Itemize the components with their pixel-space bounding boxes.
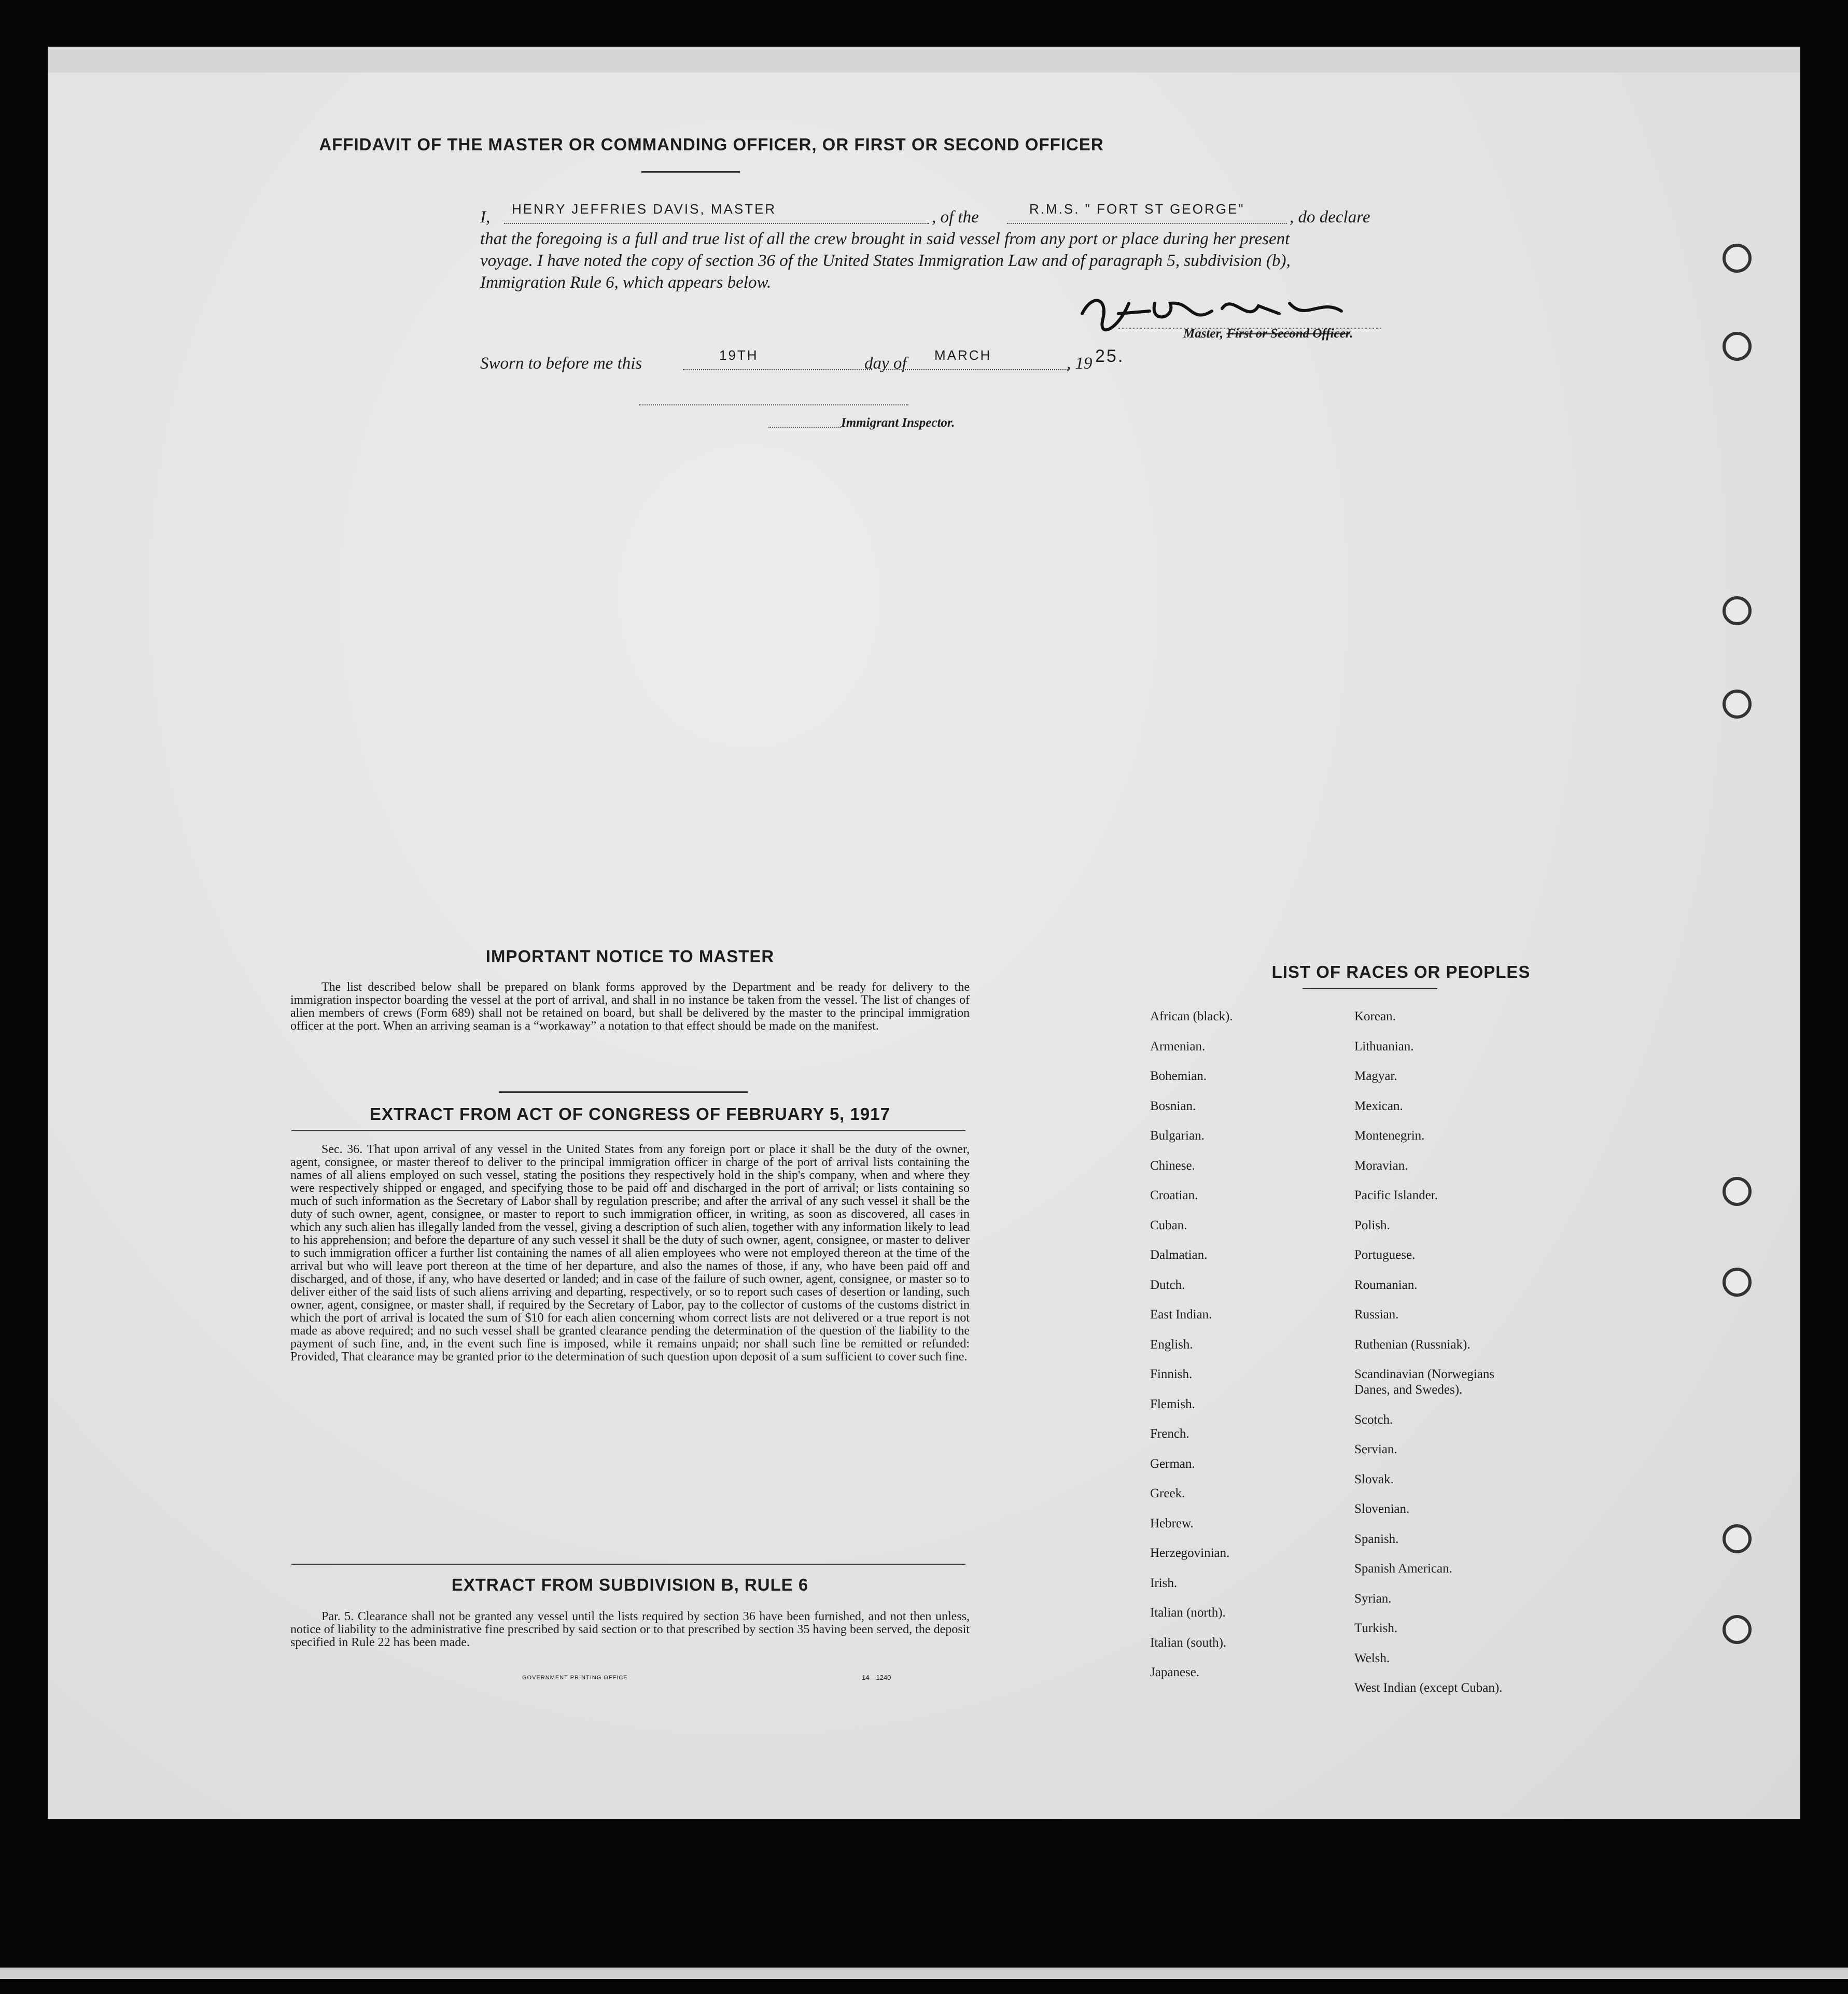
struck-officer-title: First or Second Officer xyxy=(1226,327,1350,341)
sworn-day-field: 19TH xyxy=(719,347,759,363)
binder-ring xyxy=(1723,244,1752,273)
notice-rule xyxy=(499,1091,748,1093)
race-item: German. xyxy=(1150,1456,1195,1471)
race-item: Hebrew. xyxy=(1150,1516,1194,1530)
race-item: Pacific Islander. xyxy=(1354,1188,1438,1202)
document-sheet xyxy=(48,73,1800,1819)
race-item: Magyar. xyxy=(1354,1069,1397,1083)
race-item: Spanish American. xyxy=(1354,1562,1452,1576)
race-item: Greek. xyxy=(1150,1486,1185,1500)
race-item: Bosnian. xyxy=(1150,1099,1196,1113)
race-item: East Indian. xyxy=(1150,1308,1212,1322)
of-the-text: , of the xyxy=(932,208,979,227)
sworn-prefix: Sworn to before me this xyxy=(480,354,642,373)
day-of-text: day of xyxy=(864,354,907,373)
race-item: Syrian. xyxy=(1354,1591,1392,1606)
race-item: Finnish. xyxy=(1150,1367,1193,1381)
race-item: Italian (north). xyxy=(1150,1606,1226,1620)
binder-ring xyxy=(1723,332,1752,361)
form-number: 14—1240 xyxy=(862,1674,891,1681)
race-item: Lithuanian. xyxy=(1354,1039,1414,1054)
race-item: Servian. xyxy=(1354,1442,1397,1456)
vessel-name-field: R.M.S. " FORT ST GEORGE" xyxy=(1029,201,1245,217)
race-item: West Indian (except Cuban). xyxy=(1354,1681,1503,1695)
inspector-caption: Immigrant Inspector. xyxy=(841,416,955,430)
binder-ring xyxy=(1723,1177,1752,1206)
affidavit-line-2: that the foregoing is a full and true list of all the crew brought in said vessel from any port or place during her present xyxy=(480,230,1290,248)
race-item: Ruthenian (Russniak). xyxy=(1354,1337,1471,1352)
printer-imprint: GOVERNMENT PRINTING OFFICE xyxy=(522,1675,628,1681)
do-declare-text: , do declare xyxy=(1290,208,1370,227)
binder-ring xyxy=(1723,1615,1752,1644)
master-name-underline xyxy=(504,223,929,224)
race-item: Herzegovinian. xyxy=(1150,1546,1230,1560)
master-name-field: HENRY JEFFRIES DAVIS, MASTER xyxy=(512,201,777,217)
race-item: Slovenian. xyxy=(1354,1502,1410,1516)
race-item: Mexican. xyxy=(1354,1099,1403,1113)
race-item: Danes, and Swedes). xyxy=(1354,1383,1463,1397)
binder-ring xyxy=(1723,690,1752,719)
race-item: English. xyxy=(1150,1337,1193,1352)
affidavit-line-1 xyxy=(480,206,490,228)
rule-title: EXTRACT FROM SUBDIVISION B, RULE 6 xyxy=(451,1575,809,1594)
notice-body: The list described below shall be prepared on blank forms approved by the Department and be ready for delivery to the immigration inspector boarding the vessel at the port of arrival, and shall in no instance be taken from the vessel. The list of changes of alien members of crews (Form 689) shall not be retained on board, but shall be delivered by the master to the principal immigration officer at the port. When an arriving seaman is a “workaway” a notation to that effect should be made on the manifest. xyxy=(290,980,970,1033)
race-item: Bohemian. xyxy=(1150,1069,1207,1083)
races-title-rule xyxy=(1303,988,1437,989)
races-title: LIST OF RACES OR PEOPLES xyxy=(1271,962,1531,981)
inspector-line-1 xyxy=(639,404,908,405)
race-item: Irish. xyxy=(1150,1576,1178,1590)
act-title: EXTRACT FROM ACT OF CONGRESS OF FEBRUARY 5, 1917 xyxy=(370,1104,890,1124)
race-item: Spanish. xyxy=(1354,1532,1399,1546)
race-item: Flemish. xyxy=(1150,1397,1195,1411)
race-item: Dalmatian. xyxy=(1150,1248,1208,1262)
act-title-rule xyxy=(291,1130,965,1131)
race-item: Turkish. xyxy=(1354,1621,1398,1635)
race-item: Chinese. xyxy=(1150,1158,1195,1173)
title-rule xyxy=(641,171,740,173)
race-item: Roumanian. xyxy=(1354,1277,1418,1292)
binder-ring xyxy=(1723,1268,1752,1297)
race-item: Korean. xyxy=(1354,1009,1396,1023)
race-item: Cuban. xyxy=(1150,1218,1187,1232)
signature-caption: Master, First or Second Officer. xyxy=(1183,327,1353,341)
affidavit-title: AFFIDAVIT OF THE MASTER OR COMMANDING OFFICER, OR FIRST OR SECOND OFFICER xyxy=(319,135,1104,154)
race-item: Armenian. xyxy=(1150,1039,1206,1054)
affidavit-line-4: Immigration Rule 6, which appears below. xyxy=(480,273,772,292)
race-item: African (black). xyxy=(1150,1009,1233,1023)
notice-title: IMPORTANT NOTICE TO MASTER xyxy=(485,947,775,966)
race-item: French. xyxy=(1150,1427,1189,1441)
year-prefix: , 19 xyxy=(1067,354,1093,373)
race-item: Slovak. xyxy=(1354,1472,1394,1486)
race-item: Russian. xyxy=(1354,1308,1399,1322)
act-body: Sec. 36. That upon arrival of any vessel in the United States from any foreign port or place it shall be the duty of the owner, agent, consignee, or master thereof to deliver to the principal immigration officer in charge of the port of arrival lists containing the names of all aliens employed on such vessel, stating the positions they respectively hold in the ship's company, when and where they were respectively shipped or engaged, and specifying those to be paid off and discharged in the port of arrival; or lists containing so much of such information as the Secretary of Labor shall by regulation prescribe; and after the arrival of any such vessel it shall be the duty of such owner, agent, consignee, or master to report to such immigration officer, in writing, as soon as discovered, all cases in which any such alien has illegally landed from the vessel, giving a description of such alien, together with any information likely to lead to his apprehension; and before the departure of any such vessel it shall be the duty of such owner, agent, consignee, or master to deliver to such immigration officer a further list containing the names of all alien employees who were not employed thereon at the time of the arrival but who will leave port thereon at the time of her departure, and also the names of those, if any, who have been paid off and discharged, and of those, if any, who have deserted or landed; and in case of the failure of such owner, agent, consignee, or master so to deliver either of the said lists of such aliens arriving and departing, respectively, or so to report such cases of desertion or landing, such owner, agent, consignee, or master shall, if required by the Secretary of Labor, pay to the collector of customs of the customs district in which the port of arrival is located the sum of $10 for each alien concerning whom correct lists are not delivered or a true report is not made as above required; and no such vessel shall be granted clearance pending the determination of the question of the liability to the payment of such fine, and, in the event such fine is imposed, while it remains unpaid; nor shall such fine be remitted or refunded: Provided, That clearance may be granted prior to the determination of such question upon deposit of a sum sufficient to cover such fine. xyxy=(290,1143,970,1364)
race-item: Scotch. xyxy=(1354,1412,1393,1427)
race-item: Bulgarian. xyxy=(1150,1129,1205,1143)
race-item: Japanese. xyxy=(1150,1665,1200,1679)
inspector-line-2 xyxy=(768,427,841,428)
race-item: Italian (south). xyxy=(1150,1635,1227,1650)
binder-ring xyxy=(1723,1524,1752,1553)
vessel-name-underline xyxy=(1007,223,1287,224)
binder-ring xyxy=(1723,596,1752,625)
scan-bottom-edge xyxy=(0,1968,1848,1979)
sworn-month-field: MARCH xyxy=(934,347,992,363)
race-item: Portuguese. xyxy=(1354,1248,1416,1262)
rule-body: Par. 5. Clearance shall not be granted any vessel until the lists required by section 36 have been furnished, and not then unless, notice of liability to the administrative fine prescribed by said section or to that prescribed by section 35 having been served, the deposit specified in Rule 22 has been made. xyxy=(290,1610,970,1649)
race-item: Polish. xyxy=(1354,1218,1390,1232)
sworn-month-underline xyxy=(883,369,1069,370)
race-item: Montenegrin. xyxy=(1354,1129,1425,1143)
sworn-day-underline xyxy=(683,369,872,370)
year-suffix: 25. xyxy=(1095,346,1125,366)
pronoun: I, xyxy=(480,208,491,227)
race-item: Croatian. xyxy=(1150,1188,1198,1202)
race-item: Dutch. xyxy=(1150,1277,1185,1292)
race-item: Moravian. xyxy=(1354,1158,1408,1173)
race-item: Scandinavian (Norwegians xyxy=(1354,1367,1495,1381)
affidavit-line-3: voyage. I have noted the copy of section 36 of the United States Immigration Law and of paragraph 5, subdivision (b), xyxy=(480,251,1291,270)
race-item: Welsh. xyxy=(1354,1651,1390,1665)
act-end-rule xyxy=(291,1564,965,1565)
